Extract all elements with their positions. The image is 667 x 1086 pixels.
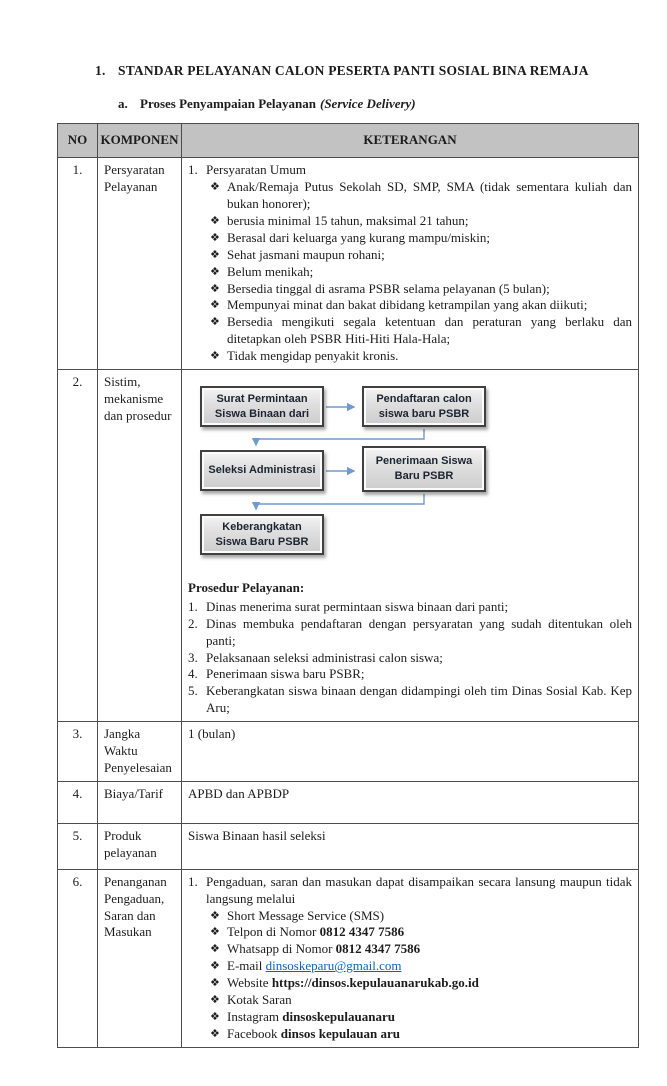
diamond-bullet-icon: ❖ (210, 976, 220, 990)
contact-channel-sms: ❖ Short Message Service (SMS) (210, 907, 385, 923)
procedure-heading: Prosedur Pelayanan: (188, 580, 305, 596)
contact-channel-whatsapp: ❖ Whatsapp di Nomor 0812 4347 7586 (210, 941, 421, 957)
flow-box-surat-permintaan: Surat Permintaan Siswa Binaan dari (200, 386, 324, 427)
list-item: 1. Pengaduan, saran dan masukan dapat disampaikan secara lansung maupun tidak langsung melalui (188, 873, 632, 906)
row-number: 4. (58, 781, 98, 823)
contact-channel-telpon: ❖ Telpon di Nomor 0812 4347 7586 (210, 924, 405, 940)
flow-box-penerimaan: Penerimaan Siswa Baru PSBR (362, 446, 486, 492)
table-row-pengaduan (58, 869, 639, 1047)
requirement-item: ❖ Bersedia tinggal di asrama PSBR selama pelayanan (5 bulan); (210, 280, 550, 296)
page-title (95, 62, 667, 80)
keterangan-cell (182, 158, 639, 370)
diamond-bullet-icon: ❖ (210, 264, 220, 278)
header-keterangan: KETERANGAN (182, 124, 639, 158)
komponen-cell: Penanganan Pengaduan, Saran dan Masukan (98, 869, 182, 1047)
flow-box-pendaftaran: Pendaftaran calon siswa baru PSBR (362, 386, 486, 427)
diamond-bullet-icon: ❖ (210, 925, 220, 939)
diamond-bullet-icon: ❖ (210, 315, 220, 329)
row-number: 6. (58, 869, 98, 1047)
requirement-item: ❖ Tidak mengidap penyakit kronis. (210, 348, 399, 364)
list-item: 1. Persyaratan Umum (188, 162, 307, 178)
komponen-cell: Sistim, mekanisme dan prosedur (98, 370, 182, 722)
header-komponen: KOMPONEN (98, 124, 182, 158)
diamond-bullet-icon: ❖ (210, 942, 220, 956)
diamond-bullet-icon: ❖ (210, 214, 220, 227)
keterangan-cell: APBD dan APBDP (182, 781, 639, 823)
title-number: 1. (95, 63, 106, 78)
diamond-bullet-icon: ❖ (210, 247, 220, 261)
procedure-step: 2. Dinas membuka pendaftaran dengan persyaratan yang sudah ditentukan oleh panti; (188, 615, 632, 648)
document-page (0, 62, 667, 1086)
procedure-step: 4. Penerimaan siswa baru PSBR; (188, 666, 365, 682)
flow-arrow-2 (256, 429, 424, 445)
table-row-biaya (58, 781, 639, 823)
diamond-bullet-icon: ❖ (210, 180, 220, 194)
email-link[interactable]: dinsoskeparu@gmail.com (265, 958, 402, 974)
header-no: NO (58, 124, 98, 158)
komponen-cell: Produk pelayanan (98, 823, 182, 869)
row-number: 1. (58, 158, 98, 370)
flow-arrow-4 (256, 494, 424, 509)
procedure-step: 1. Dinas menerima surat permintaan siswa binaan dari panti; (188, 598, 509, 614)
contact-channels-list (188, 908, 632, 1043)
flow-box-keberangkatan: Keberangkatan Siswa Baru PSBR (200, 514, 324, 555)
subtitle-text: Proses Penyampaian Pelayanan (Service Delivery) (140, 95, 416, 111)
table-row-prosedur (58, 370, 639, 722)
keterangan-cell (182, 370, 639, 722)
requirement-item: ❖ Sehat jasmani maupun rohani; (210, 246, 385, 262)
row-number: 2. (58, 370, 98, 722)
diamond-bullet-icon: ❖ (210, 298, 220, 312)
keterangan-cell: Siswa Binaan hasil seleksi (182, 823, 639, 869)
diamond-bullet-icon: ❖ (210, 281, 220, 295)
diamond-bullet-icon: ❖ (210, 230, 220, 244)
contact-channel-email: ❖ E-mail dinsoskeparu@gmail.com (210, 958, 402, 974)
diamond-bullet-icon: ❖ (210, 349, 220, 363)
contact-channel-kotak-saran: ❖ Kotak Saran (210, 992, 292, 1008)
table-row-produk (58, 823, 639, 869)
diamond-bullet-icon: ❖ (210, 959, 220, 973)
requirement-item: ❖ berusia minimal 15 tahun, maksimal 21 tahun; (210, 213, 469, 228)
diamond-bullet-icon: ❖ (210, 908, 220, 922)
procedure-step: 5. Keberangkatan siswa binaan dengan didampingi oleh tim Dinas Sosial Kab. Kep Aru; (188, 683, 632, 716)
title-text: STANDAR PELAYANAN CALON PESERTA PANTI SOSIAL BINA REMAJA (118, 63, 589, 78)
page-subtitle (118, 96, 667, 113)
diamond-bullet-icon: ❖ (210, 1009, 220, 1023)
service-standard-table (57, 123, 639, 1047)
requirement-item: ❖ Mempunyai minat dan bakat dibidang ketrampilan yang akan diikuti; (210, 297, 588, 313)
diamond-bullet-icon: ❖ (210, 993, 220, 1007)
row-number: 3. (58, 722, 98, 782)
procedure-step: 3. Pelaksanaan seleksi administrasi calon siswa; (188, 649, 443, 665)
requirement-item: ❖ Anak/Remaja Putus Sekolah SD, SMP, SMA (tidak sementara kuliah dan bukan honorer); (210, 179, 632, 212)
contact-channel-instagram: ❖ Instagram dinsoskepulauanaru (210, 1008, 395, 1024)
contact-channel-facebook: ❖ Facebook dinsos kepulauan aru (210, 1025, 401, 1041)
subtitle-letter: a. (118, 95, 128, 111)
komponen-cell: Jangka Waktu Penyelesaian (98, 722, 182, 782)
contact-channel-website: ❖ Website https://dinsos.kepulauanarukab.go.id (210, 975, 479, 991)
flow-box-seleksi-administrasi: Seleksi Administrasi (200, 450, 324, 491)
keterangan-cell: 1 (bulan) (182, 722, 639, 782)
komponen-cell: Persyaratan Pelayanan (98, 158, 182, 370)
table-row-persyaratan (58, 158, 639, 370)
row-number: 5. (58, 823, 98, 869)
header-row (58, 124, 639, 158)
procedure-flowchart (190, 376, 631, 574)
requirement-item: ❖ Belum menikah; (210, 263, 314, 279)
requirements-list (188, 179, 632, 365)
keterangan-cell (182, 869, 639, 1047)
requirement-item: ❖ Berasal dari keluarga yang kurang mampu/miskin; (210, 229, 490, 245)
table-row-jangka-waktu (58, 722, 639, 782)
komponen-cell: Biaya/Tarif (98, 781, 182, 823)
diamond-bullet-icon: ❖ (210, 1026, 220, 1040)
requirement-item: ❖ Bersedia mengikuti segala ketentuan dan peraturan yang berlaku dan ditetapkan oleh PSBR Hiti-Hiti Hala-Hala; (210, 314, 632, 347)
procedure-steps (188, 599, 632, 717)
